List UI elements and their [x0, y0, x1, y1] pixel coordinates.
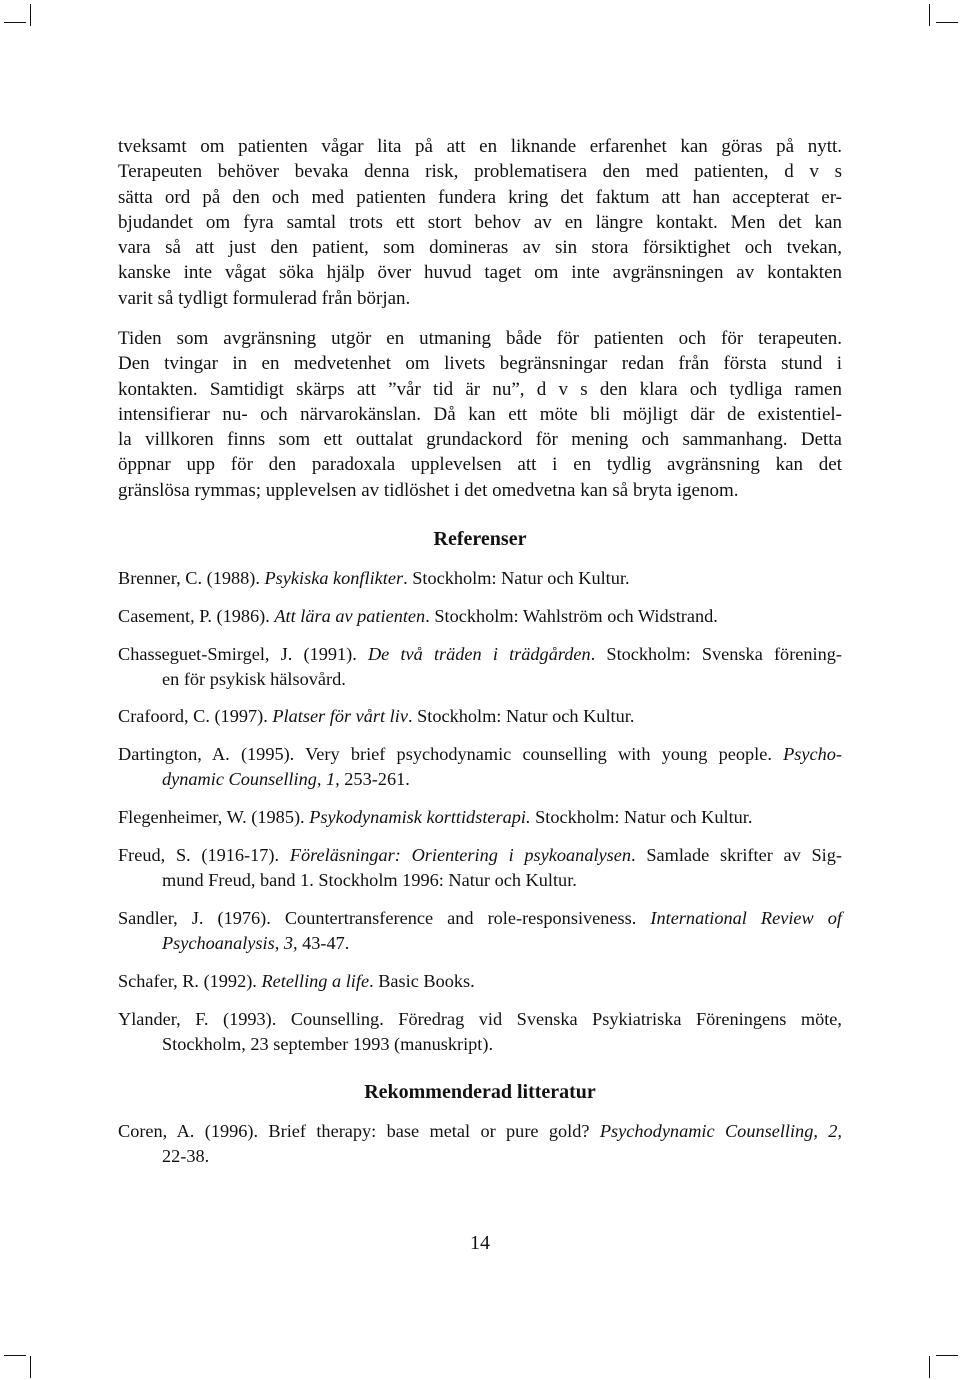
crop-mark-top-left-h — [4, 22, 26, 23]
reference-entry: Flegenheimer, W. (1985). Psykodynamisk korttidsterapi. Stockholm: Natur och Kultur. — [118, 807, 753, 827]
reference-entry: Schafer, R. (1992). Retelling a life. Basic Books. — [118, 971, 475, 991]
crop-mark-bottom-right-h — [936, 1355, 958, 1356]
paragraph-2-line: Tiden som avgränsning utgör en utmaning både för patienten och för terapeuten. — [118, 328, 842, 349]
reference-entry: Sandler, J. (1976). Countertransference and role-responsiveness. International Review of Psychoanalysis, 3, 43-47. — [118, 908, 842, 953]
crop-mark-top-right-v — [929, 4, 930, 26]
reference-entry: Casement, P. (1986). Att lära av patienten. Stockholm: Wahlström och Widstrand. — [118, 606, 718, 626]
paragraph-2-line: gränslösa rymmas; upplevelsen av tidlöshet i det omedvetna kan så bryta igenom. — [118, 479, 739, 501]
paragraph-1-line: Terapeuten behöver bevaka denna risk, problematisera den med patienten, d v s — [118, 161, 842, 183]
paragraph-1-line: kanske inte vågat söka hjälp över huvud taget om inte avgränsningen av kontakten — [118, 262, 842, 284]
crop-mark-bottom-left-v — [30, 1356, 31, 1378]
paragraph-1-line: bjudandet om fyra samtal trots ett stort behov av en längre kontakt. Men det kan — [118, 211, 842, 233]
reference-entry: Ylander, F. (1993). Counselling. Föredrag vid Svenska Psykiatriska Föreningens möte, Stockholm, 23 september 1993 (manuskript). — [118, 1009, 842, 1054]
paragraph-1-line: tveksamt om patienten vågar lita på att en liknande erfarenhet kan göras på nytt. — [118, 136, 842, 157]
reference-entry: Freud, S. (1916-17). Föreläsningar: Orientering i psykoanalysen. Samlade skrifter av Sig- mund Freud, band 1. Stockholm 1996: Natur och Kultur. — [118, 845, 842, 890]
reference-entry: Dartington, A. (1995). Very brief psychodynamic counselling with young people. Psycho- dynamic Counselling, 1, 253-261. — [118, 744, 842, 789]
reference-entry: Coren, A. (1996). Brief therapy: base metal or pure gold? Psychodynamic Counselling, 2, 22-38. — [118, 1121, 842, 1166]
paragraph-2-line: Den tvingar in en medvetenhet om livets begränsningar redan från första stund i — [118, 353, 842, 375]
paragraph-1 — [118, 134, 842, 311]
paragraph-1-line: sätta ord på den och med patienten fundera kring det faktum att han accepterat er- — [118, 186, 842, 208]
crop-mark-top-right-h — [936, 22, 958, 23]
page-number: 14 — [470, 1232, 490, 1254]
paragraph-2-line: intensifierar nu- och närvarokänslan. Då kan ett möte bli möjligt där de existentiel- — [118, 403, 842, 425]
reference-entry: Crafoord, C. (1997). Platser för vårt liv. Stockholm: Natur och Kultur. — [118, 706, 635, 726]
crop-mark-bottom-right-v — [929, 1356, 930, 1378]
paragraph-2 — [118, 326, 842, 503]
crop-mark-top-left-v — [30, 4, 31, 26]
references-heading: Referenser — [433, 528, 527, 550]
paragraph-1-line: varit så tydligt formulerad från början. — [118, 287, 411, 309]
paragraph-1-line: vara så att just den patient, som domineras av sin stora försiktighet och tvekan, — [118, 237, 842, 259]
crop-mark-bottom-left-h — [4, 1355, 26, 1356]
reference-entry: Brenner, C. (1988). Psykiska konflikter. Stockholm: Natur och Kultur. — [118, 568, 630, 588]
paragraph-2-line: la villkoren finns som ett outtalat grundackord för mening och sammanhang. Detta — [118, 429, 842, 451]
reference-entry: Chasseguet-Smirgel, J. (1991). De två träden i trädgården. Stockholm: Svenska förening- en för psykisk hälsovård. — [118, 644, 842, 689]
paragraph-2-line: kontakten. Samtidigt skärps att ”vår tid är nu”, d v s den klara och tydliga ramen — [118, 378, 842, 400]
paragraph-2-line: öppnar upp för den paradoxala upplevelsen att i en tydlig avgränsning kan det — [118, 454, 842, 476]
recommended-heading: Rekommenderad litteratur — [364, 1081, 596, 1103]
